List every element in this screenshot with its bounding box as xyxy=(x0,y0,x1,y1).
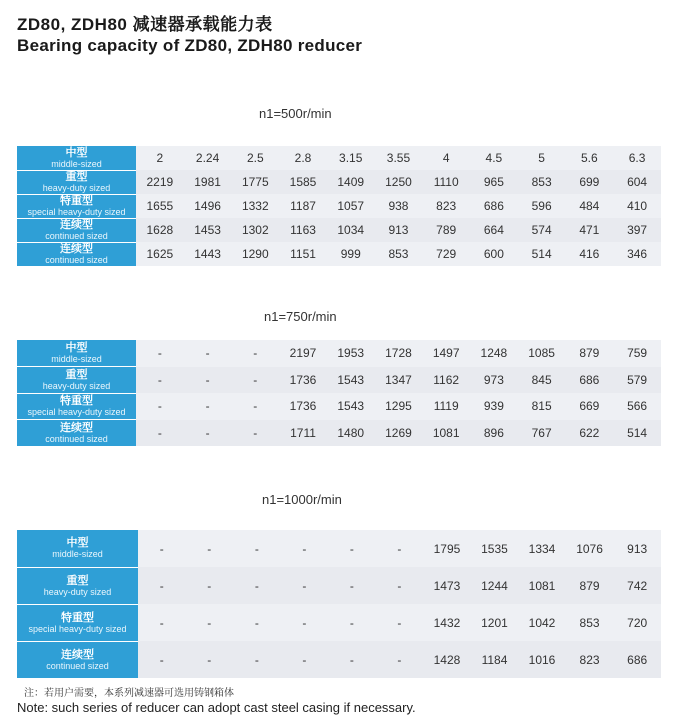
table-cell: 789 xyxy=(422,218,470,242)
table-cell: - xyxy=(328,530,376,567)
table-cell: 1543 xyxy=(327,393,375,420)
page-title-cn: ZD80, ZDH80 减速器承载能力表 xyxy=(17,15,273,34)
row-label xyxy=(17,393,136,420)
row-label-en: middle-sized xyxy=(52,549,103,560)
table-cell: 767 xyxy=(518,420,566,447)
speed-label-1000: n1=1000r/min xyxy=(262,492,342,507)
table-cell: 1244 xyxy=(471,567,519,604)
table-row xyxy=(17,194,661,218)
table-cell: 410 xyxy=(613,194,661,218)
table-cell: 1332 xyxy=(231,194,279,218)
row-label-en: special heavy-duty sized xyxy=(27,207,126,217)
row-label-cn: 中型 xyxy=(65,146,88,159)
table-cell: 1334 xyxy=(518,530,566,567)
table-cell: - xyxy=(231,393,279,420)
table-cell: 4 xyxy=(422,146,470,170)
table-cell: - xyxy=(186,530,234,567)
table-cell: - xyxy=(136,367,184,394)
table-cell: 1736 xyxy=(279,367,327,394)
table-cell: 729 xyxy=(422,242,470,266)
table-cell: 686 xyxy=(613,641,661,678)
table-cell: - xyxy=(281,530,329,567)
speed-label-750: n1=750r/min xyxy=(264,309,337,324)
row-label-cn: 连续型 xyxy=(60,243,93,255)
table-cell: 853 xyxy=(518,170,566,194)
table-cell: 1187 xyxy=(279,194,327,218)
row-label-cn: 特重型 xyxy=(60,195,93,207)
table-cell: - xyxy=(376,530,424,567)
table-cell: 853 xyxy=(566,604,614,641)
table-cell: 1016 xyxy=(518,641,566,678)
table-cell: 1295 xyxy=(375,393,423,420)
table-cell: 1076 xyxy=(566,530,614,567)
table-cell: - xyxy=(184,420,232,447)
table-cell: 664 xyxy=(470,218,518,242)
table-cell: 6.3 xyxy=(613,146,661,170)
table-cell: 1496 xyxy=(184,194,232,218)
table-cell: 879 xyxy=(565,340,613,367)
row-label-cn: 连续型 xyxy=(61,648,94,661)
row-label-cn: 特重型 xyxy=(61,611,94,624)
table-cell: 1473 xyxy=(423,567,471,604)
row-label-cn: 重型 xyxy=(66,574,89,587)
table-cell: 1034 xyxy=(327,218,375,242)
row-label xyxy=(17,530,138,567)
table-cell: - xyxy=(184,367,232,394)
row-label xyxy=(17,242,136,266)
table-cell: 416 xyxy=(565,242,613,266)
table-cell: 2.5 xyxy=(231,146,279,170)
row-label xyxy=(17,340,136,367)
speed-label-500: n1=500r/min xyxy=(259,106,332,121)
table-cell: 1535 xyxy=(471,530,519,567)
table-cell: 759 xyxy=(613,340,661,367)
table-cell: 2219 xyxy=(136,170,184,194)
table-cell: - xyxy=(281,604,329,641)
table-cell: - xyxy=(138,567,186,604)
table-row xyxy=(17,170,661,194)
table-cell: - xyxy=(328,567,376,604)
row-label-en: heavy-duty sized xyxy=(42,183,111,193)
row-label-en: special heavy-duty sized xyxy=(28,623,127,634)
table-cell: 1269 xyxy=(375,420,423,447)
table-cell: 5 xyxy=(518,146,566,170)
table-cell: 471 xyxy=(565,218,613,242)
table-row xyxy=(17,146,661,170)
table-cell: - xyxy=(136,340,184,367)
table-cell: 1057 xyxy=(327,194,375,218)
table-cell: 742 xyxy=(613,567,661,604)
table-cell: - xyxy=(281,567,329,604)
table-cell: 3.55 xyxy=(375,146,423,170)
table-row xyxy=(17,367,661,394)
table-cell: 845 xyxy=(518,367,566,394)
table-cell: - xyxy=(138,604,186,641)
table-cell: - xyxy=(376,567,424,604)
row-label xyxy=(17,218,136,242)
table-cell: 815 xyxy=(518,393,566,420)
table-cell: 600 xyxy=(470,242,518,266)
table-row xyxy=(17,604,661,641)
row-label-en: middle-sized xyxy=(51,158,102,169)
table-cell: 1775 xyxy=(231,170,279,194)
table-cell: 1428 xyxy=(423,641,471,678)
table-cell: 596 xyxy=(518,194,566,218)
table-cell: 2 xyxy=(136,146,184,170)
table-cell: 938 xyxy=(375,194,423,218)
table-cell: 5.6 xyxy=(565,146,613,170)
table-cell: 965 xyxy=(470,170,518,194)
table-cell: - xyxy=(138,641,186,678)
table-cell: - xyxy=(233,567,281,604)
table-cell: 823 xyxy=(422,194,470,218)
table-cell: 397 xyxy=(613,218,661,242)
table-cell: - xyxy=(231,340,279,367)
table-cell: - xyxy=(184,393,232,420)
row-label-en: heavy-duty sized xyxy=(43,586,112,597)
table-cell: 669 xyxy=(565,393,613,420)
table-cell: 999 xyxy=(327,242,375,266)
table-cell: 604 xyxy=(613,170,661,194)
table-cell: 1728 xyxy=(375,340,423,367)
table-cell: 1085 xyxy=(518,340,566,367)
table-cell: 1711 xyxy=(279,420,327,447)
table-cell: 973 xyxy=(470,367,518,394)
page-title-en: Bearing capacity of ZD80, ZDH80 reducer xyxy=(17,36,363,55)
row-label-en: special heavy-duty sized xyxy=(27,407,126,418)
row-label xyxy=(17,146,136,170)
row-label xyxy=(17,367,136,394)
row-label-en: continued sized xyxy=(46,660,109,671)
note-chinese: 注：若用户需要，本系列减速器可选用铸钢箱体 xyxy=(24,688,234,699)
table-cell: 1628 xyxy=(136,218,184,242)
note-english: Note: such series of reducer can adopt cast steel casing if necessary. xyxy=(17,700,416,715)
row-label-cn: 重型 xyxy=(65,368,88,381)
row-label-cn: 重型 xyxy=(65,171,88,183)
row-label xyxy=(17,170,136,194)
table-cell: 346 xyxy=(613,242,661,266)
table-cell: 579 xyxy=(613,367,661,394)
table-cell: 1151 xyxy=(279,242,327,266)
row-label xyxy=(17,641,138,678)
table-cell: 1409 xyxy=(327,170,375,194)
table-cell: 574 xyxy=(518,218,566,242)
table-cell: 2.8 xyxy=(279,146,327,170)
row-label-cn: 中型 xyxy=(66,537,89,550)
row-label-en: middle-sized xyxy=(51,354,102,364)
table-cell: 1162 xyxy=(422,367,470,394)
table-cell: - xyxy=(328,641,376,678)
table-row xyxy=(17,641,661,678)
row-label-en: continued sized xyxy=(45,255,108,265)
table-cell: 514 xyxy=(613,420,661,447)
table-row xyxy=(17,340,661,367)
table-cell: 1347 xyxy=(375,367,423,394)
row-label-en: continued sized xyxy=(45,433,108,444)
table-cell: 514 xyxy=(518,242,566,266)
table-cell: 823 xyxy=(566,641,614,678)
table-row xyxy=(17,218,661,242)
table-cell: - xyxy=(281,641,329,678)
table-cell: - xyxy=(376,641,424,678)
table-cell: - xyxy=(138,530,186,567)
table-cell: - xyxy=(136,420,184,447)
table-cell: 1248 xyxy=(470,340,518,367)
table-cell: - xyxy=(233,641,281,678)
table-cell: 1250 xyxy=(375,170,423,194)
table-cell: - xyxy=(233,530,281,567)
table-cell: - xyxy=(186,641,234,678)
table-cell: 1480 xyxy=(327,420,375,447)
table-cell: 1543 xyxy=(327,367,375,394)
table-cell: 566 xyxy=(613,393,661,420)
table-cell: 1981 xyxy=(184,170,232,194)
table-cell: 484 xyxy=(565,194,613,218)
capacity-table-750 xyxy=(17,340,661,447)
table-cell: - xyxy=(184,340,232,367)
table-cell: 1042 xyxy=(518,604,566,641)
table-cell: 1119 xyxy=(422,393,470,420)
table-cell: 1184 xyxy=(471,641,519,678)
row-label-cn: 中型 xyxy=(65,342,88,354)
table-cell: 720 xyxy=(613,604,661,641)
table-cell: - xyxy=(231,367,279,394)
table-cell: - xyxy=(186,567,234,604)
table-cell: 1625 xyxy=(136,242,184,266)
table-cell: 1110 xyxy=(422,170,470,194)
table-row xyxy=(17,420,661,447)
row-label xyxy=(17,604,138,641)
table-cell: 1081 xyxy=(422,420,470,447)
table-cell: - xyxy=(376,604,424,641)
table-row xyxy=(17,530,661,567)
table-cell: 2197 xyxy=(279,340,327,367)
table-cell: 1585 xyxy=(279,170,327,194)
table-cell: 896 xyxy=(470,420,518,447)
table-cell: 686 xyxy=(470,194,518,218)
table-row xyxy=(17,393,661,420)
table-cell: 3.15 xyxy=(327,146,375,170)
table-cell: - xyxy=(136,393,184,420)
row-label-cn: 连续型 xyxy=(60,421,93,434)
table-cell: 1953 xyxy=(327,340,375,367)
table-row xyxy=(17,567,661,604)
table-cell: 853 xyxy=(375,242,423,266)
table-cell: 913 xyxy=(613,530,661,567)
table-cell: 1497 xyxy=(422,340,470,367)
table-cell: 686 xyxy=(565,367,613,394)
table-cell: 1655 xyxy=(136,194,184,218)
table-cell: 913 xyxy=(375,218,423,242)
row-label xyxy=(17,194,136,218)
table-cell: - xyxy=(328,604,376,641)
row-label xyxy=(17,420,136,447)
row-label-en: heavy-duty sized xyxy=(42,380,111,391)
row-label xyxy=(17,567,138,604)
capacity-table-1000 xyxy=(17,530,661,679)
table-cell: 879 xyxy=(566,567,614,604)
table-cell: 1453 xyxy=(184,218,232,242)
row-label-cn: 连续型 xyxy=(60,219,93,231)
table-cell: 1302 xyxy=(231,218,279,242)
row-label-cn: 特重型 xyxy=(60,395,93,408)
table-cell: 1432 xyxy=(423,604,471,641)
capacity-table-500 xyxy=(17,146,661,267)
table-cell: 939 xyxy=(470,393,518,420)
table-cell: 1201 xyxy=(471,604,519,641)
table-cell: 1081 xyxy=(518,567,566,604)
row-label-en: continued sized xyxy=(45,231,108,241)
table-cell: 2.24 xyxy=(184,146,232,170)
table-cell: - xyxy=(186,604,234,641)
table-cell: 1163 xyxy=(279,218,327,242)
table-cell: 4.5 xyxy=(470,146,518,170)
table-cell: 622 xyxy=(565,420,613,447)
table-cell: - xyxy=(233,604,281,641)
table-cell: 1795 xyxy=(423,530,471,567)
table-cell: - xyxy=(231,420,279,447)
table-cell: 1736 xyxy=(279,393,327,420)
table-row xyxy=(17,242,661,266)
table-cell: 1443 xyxy=(184,242,232,266)
table-cell: 1290 xyxy=(231,242,279,266)
table-cell: 699 xyxy=(565,170,613,194)
